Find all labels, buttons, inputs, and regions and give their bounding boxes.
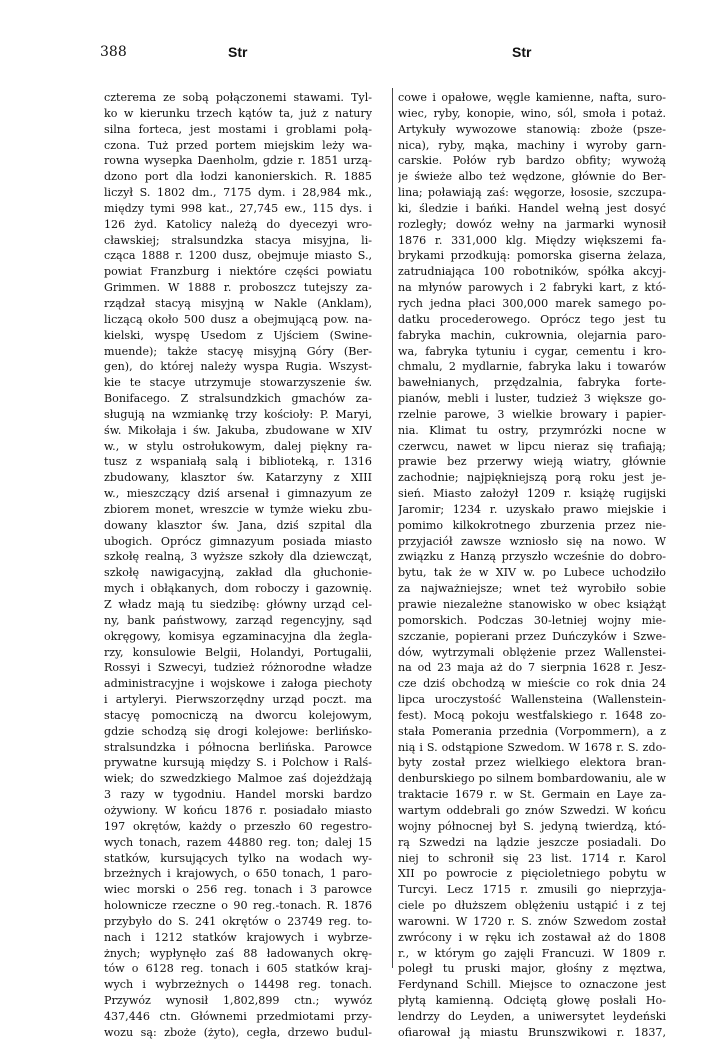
text-line: stała Pomerania przednia (Vorpommern), a z: [398, 724, 666, 738]
text-line: pomimo kilkokrotnego zburzenia przez nie-: [398, 518, 666, 532]
text-line: wartym oddebrali go znów Szwedzi. W końcu: [398, 803, 666, 817]
text-line: traktacie 1679 r. w St. Germain en Laye za-: [398, 788, 666, 802]
text-line: na młynów parowych i 2 fabryki kart, z któ-: [398, 281, 666, 295]
running-head-right: Str: [512, 44, 532, 60]
text-line: ofiarował ją miastu Brunszwikowi r. 1837,: [398, 1025, 666, 1039]
text-line: ubogich. Oprócz gimnazyum posiada miasto: [104, 534, 372, 548]
text-line: rowna wysepka Daenholm, gdzie r. 1851 urzą-: [104, 154, 372, 168]
text-line: związku z Hanzą przyszło wcześnie do dobro-: [398, 550, 666, 564]
text-line: i artyleryi. Pierwszorzędny urząd poczt. ma: [104, 693, 372, 707]
text-line: w., w stylu ostrołukowym, dalej piękny ra-: [104, 439, 372, 453]
text-line: wiek; do szwedzkiego Malmoe zaś dojeżdżają: [104, 772, 372, 786]
text-line: lendrzy do Leyden, a uniwersytet leydeński: [398, 1009, 666, 1023]
text-line: administracyjne i wojskowe i załoga piechoty: [104, 677, 372, 691]
text-line: poległ tu pruski major, głośny z męztwa,: [398, 962, 666, 976]
text-line: rą Szwedzi na lądzie jeszcze posiadali. Do: [398, 835, 666, 849]
text-line: carskie. Połów ryb bardzo obfity; wywożą: [398, 154, 666, 168]
text-line: szkołę nawigacyjną, zakład dla głuchonie-: [104, 566, 372, 580]
text-line: Przywóz wynosił 1,802,899 ctn.; wywóz: [104, 994, 372, 1008]
text-line: statków, kursujących tylko na wodach wy-: [104, 851, 372, 865]
running-head-left: Str: [228, 44, 248, 60]
text-line: fest). Mocą pokoju westfalskiego r. 1648 zo-: [398, 708, 666, 722]
page-number: 388: [100, 44, 127, 60]
text-line: czterema ze sobą połączonemi stawami. Tyl-: [104, 91, 372, 104]
text-line: Z władz mają tu siedzibę: główny urząd cel-: [104, 598, 372, 611]
text-line: św. Mikołaja i św. Jakuba, zbudowane w XIV: [104, 423, 372, 437]
text-line: je świeże albo też wędzone, głównie do Ber-: [398, 170, 666, 184]
text-line: rych jedna płaci 300,000 marek samego po-: [398, 296, 666, 310]
text-line: prawie niezależne stanowisko w obec książąt: [398, 598, 666, 611]
text-line: rzy, konsulowie Belgii, Holandyi, Portugalii,: [104, 645, 372, 659]
text-line: tusz z wspaniałą salą i biblioteką, r. 1316: [104, 455, 372, 469]
text-line: rozległy; dowóz wełny na jarmarki wynosił: [398, 217, 666, 231]
text-line: wa, fabryka tytuniu i cygar, cementu i kro-: [398, 344, 666, 358]
text-line: wych i wybrzeżnych o 14498 reg. tonach.: [104, 978, 372, 992]
text-line: zwrócony i w ręku ich zostawał aż do 1808: [398, 930, 666, 944]
text-line: 3 razy w tygodniu. Handel morski bardzo: [104, 788, 372, 802]
text-line: wych tonach, razem 44880 reg. ton; dalej 15: [104, 835, 372, 849]
text-line: cowe i opałowe, węgle kamienne, nafta, suro-: [398, 91, 666, 104]
text-line: stacyę pomocniczą na dworcu kolejowym,: [104, 708, 372, 722]
text-line: szczanie, popierani przez Duńczyków i Szwe-: [398, 629, 666, 643]
text-line: Rossyi i Szwecyi, tudzież różnorodne władze: [104, 661, 372, 675]
text-line: cząca 1888 r. 1200 dusz, obejmuje miasto S.,: [104, 249, 372, 263]
text-line: okręgowy, komisya egzaminacyjna dla żegla-: [104, 629, 372, 643]
text-line: niej to schronił się 23 list. 1714 r. Karol: [398, 851, 666, 865]
text-line: na od 23 maja aż do 7 sierpnia 1628 r. Jesz-: [398, 661, 666, 675]
text-line: 437,446 ctn. Głównemi przedmiotami przy-: [104, 1009, 372, 1023]
page-header: [100, 44, 660, 64]
text-line: wiec, ryby, konopie, wino, sól, smoła i potaż.: [398, 106, 666, 120]
text-line: gen), do której należy wyspa Rugia. Wszyst-: [104, 360, 372, 374]
text-line: cławskiej; stralsundzka stacya misyjna, li-: [104, 233, 372, 247]
text-line: datku procederowego. Oprócz tego jest tu: [398, 312, 666, 326]
text-line: stralsundzka i północna berlińska. Parowce: [104, 740, 372, 754]
text-line: czona. Tuż przed portem miejskim leży wa-: [104, 138, 372, 152]
text-line: czerwcu, nawet w lipcu nieraz się trafiają;: [398, 439, 666, 453]
text-line: denburskiego po silnem bombardowaniu, ale w: [398, 772, 666, 786]
text-line: sień. Miasto założył 1209 r. książę rugijski: [398, 487, 666, 501]
text-line: mych i obłąkanych, dom roboczy i gazownię.: [104, 582, 372, 596]
text-line: powiat Franzburg i niektóre części powiatu: [104, 265, 372, 279]
text-columns: [100, 90, 666, 1039]
text-line: fabryka machin, cukrownia, olejarnia paro-: [398, 328, 666, 342]
text-line: płytą kamienną. Odciętą głowę posłali Ho-: [398, 994, 666, 1008]
text-line: wojny północnej był S. jedyną twierdzą, któ-: [398, 819, 666, 833]
text-line: zbudowany, klasztor św. Katarzyny z XIII: [104, 471, 372, 485]
text-line: rzelnie parowe, 3 wielkie browary i papier-: [398, 407, 666, 421]
left-column: [104, 90, 372, 1041]
column-divider: [392, 88, 393, 968]
text-line: ko w kierunku trzech kątów ta, już z natury: [104, 106, 372, 120]
text-line: lipca uroczystość Wallensteina (Wallenstein-: [398, 693, 666, 707]
text-line: bytu, tak że w XIV w. po Lubece uchodziło: [398, 566, 666, 580]
text-line: warowni. W 1720 r. S. znów Szwedom został: [398, 914, 666, 928]
text-line: kie te stacye utrzymuje stowarzyszenie św.: [104, 376, 372, 390]
text-line: silna forteca, jest mostami i groblami połą-: [104, 122, 372, 136]
text-line: zatrudniająca 100 robotników, spółka akcyj-: [398, 265, 666, 279]
text-line: zachodnie; najpiękniejszą porą roku jest je-: [398, 471, 666, 485]
text-line: gdzie schodzą się drogi kolejowe: berlińsko-: [104, 724, 372, 738]
text-line: brzeżnych i krajowych, o 650 tonach, 1 paro-: [104, 867, 372, 881]
text-line: wozu są: zboże (żyto), cegła, drzewo budul-: [104, 1025, 372, 1039]
text-line: za najważniejsze; wnet też wyrobiło sobie: [398, 582, 666, 596]
text-line: ny, bank państwowy, zarząd regencyjny, sąd: [104, 613, 372, 627]
text-line: dów, wytrzymali oblężenie przez Wallenstei-: [398, 645, 666, 659]
text-line: Bonifacego. Z stralsundzkich gmachów za-: [104, 392, 372, 406]
text-line: ożywiony. W końcu 1876 r. posiadało miasto: [104, 803, 372, 817]
text-line: muende); także stacyę misyjną Góry (Ber-: [104, 344, 372, 358]
text-line: kielski, wyspę Usedom z Ujściem (Swine-: [104, 328, 372, 342]
text-line: w., mieszczący dziś arsenał i gimnazyum ze: [104, 487, 372, 501]
text-line: zbiorem monet, wreszcie w tymże wieku zbu-: [104, 502, 372, 516]
text-line: nia. Klimat tu ostry, przymrózki nocne w: [398, 423, 666, 437]
text-line: chmalu, 2 mydlarnie, fabryka laku i towarów: [398, 360, 666, 374]
text-line: brykami przodkują: pomorska giserna żelaza,: [398, 249, 666, 263]
text-line: ciele po dłuższem oblężeniu ustąpić i z tej: [398, 899, 666, 913]
text-line: Ferdynand Schill. Miejsce to oznaczone jest: [398, 978, 666, 992]
text-line: XII po powrocie z pięcioletniego pobytu w: [398, 867, 666, 881]
text-line: przyjaciół zawsze wzniosło się na nowo. W: [398, 534, 666, 548]
text-line: żnych; wypłynęło zaś 88 ładowanych okrę-: [104, 946, 372, 960]
text-line: rządzał stacyą misyjną w Nakle (Anklam),: [104, 296, 372, 310]
text-line: cze dziś obchodzą w mieście co rok dnia 24: [398, 677, 666, 691]
right-column: [398, 90, 666, 1041]
text-line: r., w którym go zajęli Francuzi. W 1809 r.: [398, 946, 666, 960]
text-line: pianów, mebli i luster, tudzież 3 większe go-: [398, 392, 666, 406]
text-line: nica), ryby, mąka, machiny i wyroby garn-: [398, 138, 666, 152]
text-line: prawie bez przerwy wieją wiatry, głównie: [398, 455, 666, 469]
text-line: między tymi 998 kat., 27,745 ew., 115 dys. i: [104, 201, 372, 215]
text-line: nach i 1212 statków krajowych i wybrze-: [104, 930, 372, 944]
text-line: 1876 r. 331,000 klg. Między większemi fa-: [398, 233, 666, 247]
text-line: dowany klasztor św. Jana, dziś szpital dla: [104, 518, 372, 532]
text-line: Jaromir; 1234 r. uzyskało prawo miejskie i: [398, 502, 666, 516]
text-line: Grimmen. W 1888 r. proboszcz tutejszy za-: [104, 281, 372, 295]
text-line: bawełnianych, przędzalnia, fabryka forte-: [398, 376, 666, 390]
text-line: byty został przez wielkiego elektora bran-: [398, 756, 666, 770]
text-line: pomorskich. Podczas 30-letniej wojny mie-: [398, 613, 666, 627]
text-line: wiec morski o 256 reg. tonach i 3 parowce: [104, 883, 372, 897]
text-line: dzono port dla łodzi kanonierskich. R. 1885: [104, 170, 372, 184]
text-line: ki, śledzie i bańki. Handel wełną jest dosyć: [398, 201, 666, 215]
text-line: 126 żyd. Katolicy należą do dyecezyi wro-: [104, 217, 372, 231]
text-line: Turcyi. Lecz 1715 r. zmusili go nieprzyja-: [398, 883, 666, 897]
text-line: sługują na wzmiankę trzy kościoły: P. Maryi,: [104, 407, 372, 421]
text-line: Artykuły wywozowe stanowią: zboże (psze-: [398, 122, 666, 136]
text-line: nią i S. odstąpione Szwedom. W 1678 r. S. zdo-: [398, 740, 666, 754]
text-line: lina; poławiają zaś: węgorze, łososie, szczupa-: [398, 186, 666, 200]
text-line: liczącą około 500 dusz a obejmującą pow. na-: [104, 312, 372, 326]
text-line: szkołę realną, 3 wyższe szkoły dla dziewcząt,: [104, 550, 372, 564]
text-line: liczył S. 1802 dm., 7175 dym. i 28,984 mk.,: [104, 186, 372, 200]
text-line: prywatne kursują między S. i Polchow i Ralś-: [104, 756, 372, 770]
text-line: przybyło do S. 241 okrętów o 23749 reg. to-: [104, 914, 372, 928]
text-line: holownicze rzeczne o 90 reg.-tonach. R. 1876: [104, 899, 372, 913]
text-line: tów o 6128 reg. tonach i 605 statków kraj-: [104, 962, 372, 976]
text-line: 197 okrętów, każdy o przeszło 60 regestro-: [104, 819, 372, 833]
